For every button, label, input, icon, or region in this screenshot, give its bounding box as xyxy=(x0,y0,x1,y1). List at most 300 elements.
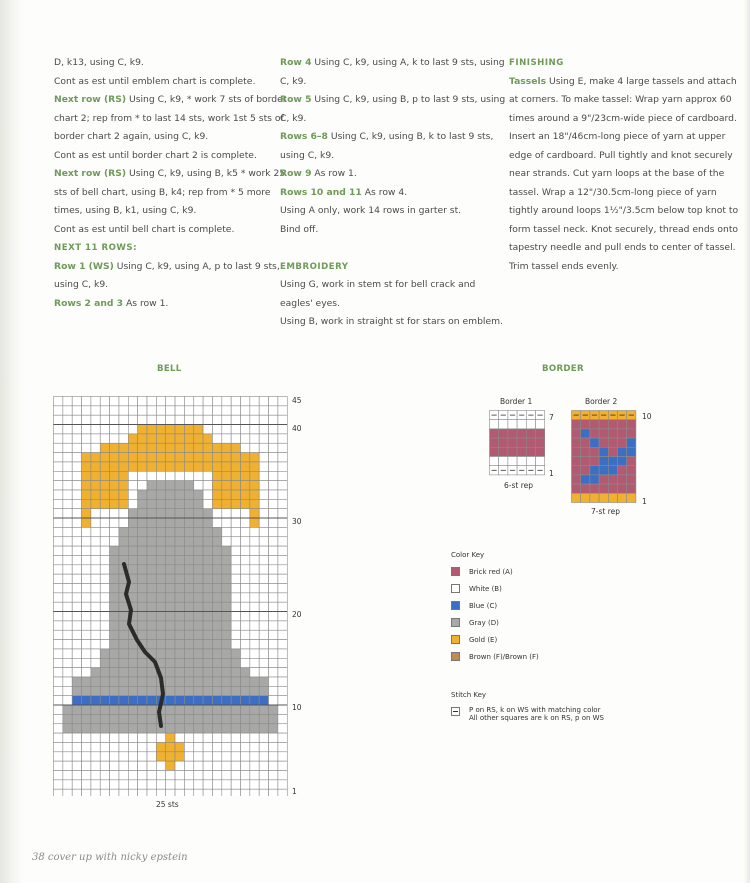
stitch-key xyxy=(451,691,604,722)
chart-cell xyxy=(194,705,203,714)
chart-cell xyxy=(241,415,250,424)
chart-cell xyxy=(91,705,100,714)
chart-cell xyxy=(278,752,287,761)
chart-cell xyxy=(203,705,212,714)
chart-cell xyxy=(128,481,137,490)
chart-cell xyxy=(128,724,137,733)
chart-cell xyxy=(100,527,109,536)
chart-cell xyxy=(166,658,175,667)
chart-cell xyxy=(184,621,193,630)
chart-cell xyxy=(110,518,119,527)
body-text: sts of bell chart, using B, k4; rep from * 5 more xyxy=(54,186,271,198)
chart-cell xyxy=(91,649,100,658)
chart-cell xyxy=(138,714,147,723)
chart-cell xyxy=(82,518,91,527)
chart-cell xyxy=(119,640,128,649)
chart-cell xyxy=(63,630,72,639)
chart-cell xyxy=(91,612,100,621)
chart-cell xyxy=(241,425,250,434)
chart-cell xyxy=(250,630,259,639)
chart-cell xyxy=(82,677,91,686)
chart-cell xyxy=(269,686,278,695)
body-text: Using C, k9, using B, p to last 9 sts, using xyxy=(311,94,506,105)
chart-cell xyxy=(166,761,175,770)
chart-cell xyxy=(278,742,287,751)
chart-cell xyxy=(231,481,240,490)
chart-cell xyxy=(231,415,240,424)
chart-cell xyxy=(166,593,175,602)
chart-cell xyxy=(72,527,81,536)
chart-cell xyxy=(91,462,100,471)
heading-text: NEXT 11 ROWS: xyxy=(54,243,138,253)
chart-cell xyxy=(194,546,203,555)
chart-cell xyxy=(119,481,128,490)
chart-cell xyxy=(54,555,63,564)
chart-cell xyxy=(581,493,590,502)
chart-cell xyxy=(581,447,590,456)
chart-cell xyxy=(194,425,203,434)
chart-cell xyxy=(128,668,137,677)
chart-cell xyxy=(63,705,72,714)
chart-cell xyxy=(82,789,91,796)
chart-cell xyxy=(175,425,184,434)
chart-cell xyxy=(156,453,165,462)
chart-cell xyxy=(156,780,165,789)
chart-cell xyxy=(259,462,268,471)
chart-cell xyxy=(269,696,278,705)
color-key-label: Gold (E) xyxy=(469,635,498,644)
chart-cell xyxy=(100,789,109,796)
chart-cell xyxy=(128,771,137,780)
chart-cell xyxy=(269,462,278,471)
chart-cell xyxy=(184,397,193,406)
chart-cell xyxy=(91,509,100,518)
chart-cell xyxy=(508,420,517,429)
chart-cell xyxy=(212,705,221,714)
chart-cell xyxy=(156,537,165,546)
chart-cell xyxy=(231,705,240,714)
chart-cell xyxy=(147,593,156,602)
chart-cell xyxy=(63,733,72,742)
chart-cell xyxy=(166,602,175,611)
chart-cell xyxy=(259,434,268,443)
chart-cell xyxy=(166,415,175,424)
chart-cell xyxy=(203,406,212,415)
chart-cell xyxy=(72,621,81,630)
chart-cell xyxy=(278,537,287,546)
chart-cell xyxy=(222,593,231,602)
chart-cell xyxy=(138,462,147,471)
chart-cell xyxy=(212,630,221,639)
chart-cell xyxy=(63,668,72,677)
chart-cell xyxy=(241,555,250,564)
chart-cell xyxy=(212,565,221,574)
chart-cell xyxy=(222,658,231,667)
body-text: times around a 9"/23cm-wide piece of cardboard. xyxy=(509,112,737,124)
chart-cell xyxy=(100,658,109,667)
chart-cell xyxy=(138,499,147,508)
chart-cell xyxy=(250,761,259,770)
chart-cell xyxy=(110,481,119,490)
chart-cell xyxy=(269,406,278,415)
chart-cell xyxy=(175,733,184,742)
chart-cell xyxy=(72,443,81,452)
chart-cell xyxy=(54,621,63,630)
chart-cell xyxy=(91,752,100,761)
chart-cell xyxy=(175,443,184,452)
chart-cell xyxy=(110,425,119,434)
chart-cell xyxy=(128,415,137,424)
chart-cell xyxy=(194,462,203,471)
col1-line xyxy=(54,239,287,258)
chart-cell xyxy=(278,733,287,742)
chart-cell xyxy=(269,677,278,686)
chart-cell xyxy=(194,481,203,490)
border2-title: Border 2 xyxy=(585,397,618,406)
chart-cell xyxy=(194,574,203,583)
chart-cell xyxy=(231,555,240,564)
chart-cell xyxy=(231,612,240,621)
chart-cell xyxy=(269,471,278,480)
color-key xyxy=(451,551,539,665)
chart-cell xyxy=(72,397,81,406)
chart-cell xyxy=(184,724,193,733)
chart-cell xyxy=(222,714,231,723)
border1-row-label-bottom: 1 xyxy=(549,469,554,478)
col3-line xyxy=(509,147,738,166)
chart-cell xyxy=(194,612,203,621)
chart-cell xyxy=(72,640,81,649)
chart-cell xyxy=(110,565,119,574)
chart-cell xyxy=(203,415,212,424)
chart-cell xyxy=(194,509,203,518)
chart-cell xyxy=(203,630,212,639)
chart-cell xyxy=(203,555,212,564)
chart-cell xyxy=(100,499,109,508)
chart-cell xyxy=(119,602,128,611)
chart-cell xyxy=(222,668,231,677)
chart-cell xyxy=(608,438,617,447)
chart-cell xyxy=(241,518,250,527)
chart-cell xyxy=(63,574,72,583)
chart-cell xyxy=(128,714,137,723)
chart-cell xyxy=(231,696,240,705)
chart-cell xyxy=(608,429,617,438)
chart-cell xyxy=(231,453,240,462)
chart-cell xyxy=(231,443,240,452)
chart-cell xyxy=(194,621,203,630)
chart-cell xyxy=(100,453,109,462)
chart-cell xyxy=(82,771,91,780)
chart-cell xyxy=(269,742,278,751)
chart-cell xyxy=(241,724,250,733)
chart-cell xyxy=(147,415,156,424)
chart-cell xyxy=(82,630,91,639)
color-key-label: Brown (F)/Brown (F) xyxy=(469,652,539,661)
chart-cell xyxy=(175,705,184,714)
chart-cell xyxy=(166,752,175,761)
chart-cell xyxy=(269,527,278,536)
col2-line xyxy=(280,165,505,184)
col1-line xyxy=(54,165,287,184)
chart-cell xyxy=(599,466,608,475)
chart-cell xyxy=(100,686,109,695)
chart-cell xyxy=(222,761,231,770)
chart-cell xyxy=(91,686,100,695)
heading-text: Rows 10 and 11 xyxy=(280,186,362,198)
chart-cell xyxy=(212,668,221,677)
col1-line xyxy=(54,54,287,73)
chart-cell xyxy=(166,490,175,499)
chart-cell xyxy=(166,509,175,518)
chart-cell xyxy=(156,621,165,630)
chart-cell xyxy=(250,527,259,536)
body-text: Using E, make 4 large tassels and attach xyxy=(546,75,737,87)
chart-cell xyxy=(259,696,268,705)
chart-cell xyxy=(72,490,81,499)
chart-cell xyxy=(91,415,100,424)
chart-cell xyxy=(599,493,608,502)
heading-text: FINISHING xyxy=(509,58,564,68)
chart-cell xyxy=(119,742,128,751)
chart-cell xyxy=(166,471,175,480)
body-text: C, k9. xyxy=(280,75,307,87)
chart-cell xyxy=(250,584,259,593)
chart-cell xyxy=(175,686,184,695)
chart-cell xyxy=(72,686,81,695)
chart-cell xyxy=(54,630,63,639)
chart-cell xyxy=(599,457,608,466)
chart-cell xyxy=(82,434,91,443)
chart-cell xyxy=(138,397,147,406)
chart-cell xyxy=(119,677,128,686)
chart-cell xyxy=(91,733,100,742)
chart-cell xyxy=(166,640,175,649)
chart-cell xyxy=(259,733,268,742)
chart-cell xyxy=(278,471,287,480)
border2-row-label-bottom: 1 xyxy=(642,497,647,506)
col2-line xyxy=(280,221,505,240)
chart-cell xyxy=(147,527,156,536)
chart-cell xyxy=(82,640,91,649)
chart-cell xyxy=(222,555,231,564)
chart-cell xyxy=(231,593,240,602)
heading-text: Rows 2 and 3 xyxy=(54,297,124,309)
col1-line xyxy=(54,258,287,277)
chart-cell xyxy=(241,621,250,630)
chart-cell xyxy=(100,406,109,415)
chart-cell xyxy=(138,668,147,677)
chart-cell xyxy=(203,462,212,471)
chart-cell xyxy=(259,761,268,770)
chart-cell xyxy=(128,565,137,574)
chart-cell xyxy=(156,733,165,742)
chart-cell xyxy=(572,447,581,456)
chart-cell xyxy=(590,457,599,466)
chart-cell xyxy=(222,397,231,406)
chart-cell xyxy=(222,696,231,705)
chart-cell xyxy=(259,527,268,536)
chart-cell xyxy=(269,668,278,677)
color-swatch-icon xyxy=(451,567,460,576)
chart-cell xyxy=(82,696,91,705)
chart-cell xyxy=(231,621,240,630)
chart-cell xyxy=(63,415,72,424)
chart-cell xyxy=(156,490,165,499)
chart-cell xyxy=(128,555,137,564)
chart-cell xyxy=(184,649,193,658)
chart-cell xyxy=(63,462,72,471)
chart-cell xyxy=(278,453,287,462)
col3-line xyxy=(509,239,738,258)
chart-cell xyxy=(147,546,156,555)
chart-cell xyxy=(581,438,590,447)
chart-cell xyxy=(184,406,193,415)
chart-cell xyxy=(278,443,287,452)
chart-cell xyxy=(91,714,100,723)
chart-cell xyxy=(212,499,221,508)
chart-cell xyxy=(241,677,250,686)
chart-cell xyxy=(536,429,545,438)
chart-cell xyxy=(212,584,221,593)
chart-cell xyxy=(212,724,221,733)
chart-cell xyxy=(231,518,240,527)
chart-cell xyxy=(82,658,91,667)
chart-cell xyxy=(608,475,617,484)
chart-cell xyxy=(175,640,184,649)
chart-cell xyxy=(91,724,100,733)
chart-cell xyxy=(175,453,184,462)
chart-cell xyxy=(212,397,221,406)
chart-cell xyxy=(212,714,221,723)
chart-cell xyxy=(259,724,268,733)
chart-cell xyxy=(536,457,545,466)
chart-cell xyxy=(175,789,184,796)
border2-rep-label: 7-st rep xyxy=(591,507,621,516)
chart-cell xyxy=(222,742,231,751)
chart-cell xyxy=(222,490,231,499)
chart-cell xyxy=(231,677,240,686)
chart-cell xyxy=(184,630,193,639)
col2-line xyxy=(280,91,505,110)
chart-cell xyxy=(91,565,100,574)
chart-cell xyxy=(63,649,72,658)
chart-cell xyxy=(222,789,231,796)
chart-cell xyxy=(63,752,72,761)
chart-cell xyxy=(166,462,175,471)
chart-cell xyxy=(175,537,184,546)
chart-cell xyxy=(72,761,81,770)
chart-cell xyxy=(63,742,72,751)
chart-cell xyxy=(250,733,259,742)
chart-cell xyxy=(278,593,287,602)
col2-line xyxy=(280,128,505,147)
chart-cell xyxy=(82,555,91,564)
chart-cell xyxy=(166,724,175,733)
chart-cell xyxy=(128,406,137,415)
chart-cell xyxy=(259,443,268,452)
chart-cell xyxy=(222,565,231,574)
chart-cell xyxy=(278,724,287,733)
body-text: D, k13, using C, k9. xyxy=(54,57,144,68)
chart-cell xyxy=(110,612,119,621)
chart-cell xyxy=(166,481,175,490)
chart-cell xyxy=(147,443,156,452)
chart-cell xyxy=(184,686,193,695)
chart-cell xyxy=(175,481,184,490)
chart-cell xyxy=(231,537,240,546)
chart-cell xyxy=(572,438,581,447)
chart-cell xyxy=(147,630,156,639)
chart-cell xyxy=(128,499,137,508)
purl-symbol-icon xyxy=(451,707,460,716)
chart-cell xyxy=(110,527,119,536)
chart-cell xyxy=(147,752,156,761)
chart-cell xyxy=(156,789,165,796)
chart-cell xyxy=(82,705,91,714)
chart-cell xyxy=(194,471,203,480)
chart-cell xyxy=(110,593,119,602)
chart-cell xyxy=(110,546,119,555)
chart-cell xyxy=(54,527,63,536)
chart-cell xyxy=(54,453,63,462)
body-text: As row 1. xyxy=(123,297,169,309)
chart-cell xyxy=(91,453,100,462)
chart-cell xyxy=(156,612,165,621)
chart-cell xyxy=(72,434,81,443)
chart-cell xyxy=(222,471,231,480)
chart-cell xyxy=(526,447,535,456)
chart-cell xyxy=(184,471,193,480)
chart-cell xyxy=(222,612,231,621)
chart-cell xyxy=(241,443,250,452)
chart-cell xyxy=(138,752,147,761)
chart-cell xyxy=(194,630,203,639)
chart-cell xyxy=(259,752,268,761)
chart-cell xyxy=(100,565,109,574)
chart-cell xyxy=(184,453,193,462)
chart-cell xyxy=(203,397,212,406)
chart-cell xyxy=(110,771,119,780)
chart-cell xyxy=(599,429,608,438)
chart-cell xyxy=(250,481,259,490)
chart-cell xyxy=(156,640,165,649)
chart-cell xyxy=(100,771,109,780)
chart-cell xyxy=(147,509,156,518)
chart-cell xyxy=(82,499,91,508)
chart-cell xyxy=(581,429,590,438)
chart-cell xyxy=(222,537,231,546)
chart-cell xyxy=(138,696,147,705)
chart-cell xyxy=(91,630,100,639)
chart-cell xyxy=(222,630,231,639)
chart-cell xyxy=(259,714,268,723)
chart-cell xyxy=(147,490,156,499)
chart-cell xyxy=(231,546,240,555)
chart-cell xyxy=(166,565,175,574)
chart-cell xyxy=(119,546,128,555)
chart-cell xyxy=(110,714,119,723)
chart-cell xyxy=(166,434,175,443)
chart-cell xyxy=(156,527,165,536)
chart-cell xyxy=(194,733,203,742)
chart-cell xyxy=(184,658,193,667)
border2-row-label-top: 10 xyxy=(642,412,652,421)
chart-cell xyxy=(184,733,193,742)
chart-cell xyxy=(269,621,278,630)
chart-cell xyxy=(166,453,175,462)
chart-cell xyxy=(82,527,91,536)
